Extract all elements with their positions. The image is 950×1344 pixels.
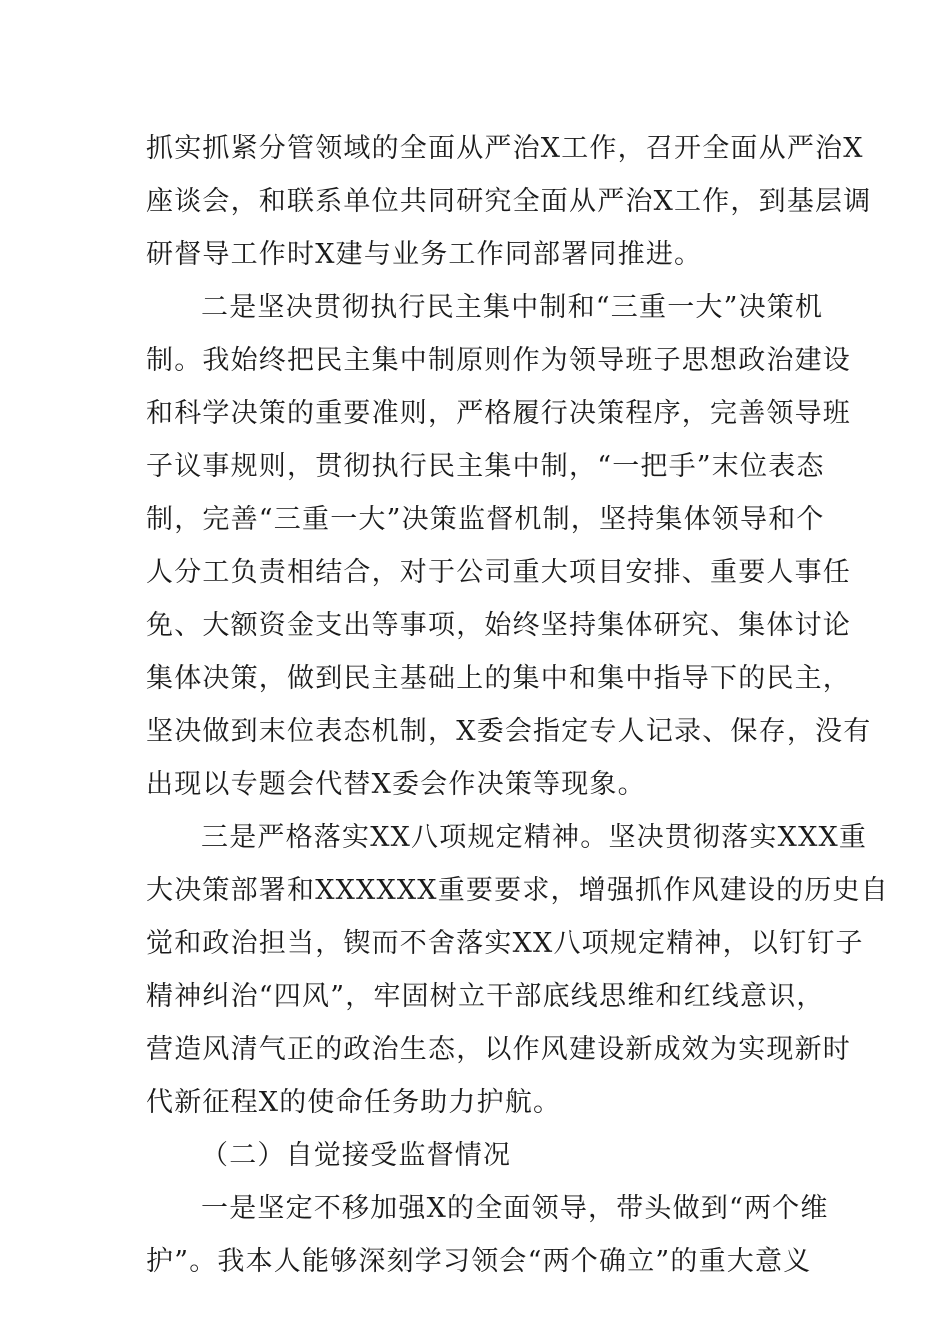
paragraph-line: 抓实抓紧分管领域的全面从严治X工作，召开全面从严治X [146,133,864,164]
paragraph-line: 研督导工作时X建与业务工作同部署同推进。 [146,239,703,270]
paragraph-line: 集体决策，做到民主基础上的集中和集中指导下的民主， [146,663,851,694]
paragraph-line: 一是坚定不移加强X的全面领导，带头做到“两个维 [201,1193,829,1224]
paragraph-line: 营造风清气正的政治生态，以作风建设新成效为实现新时 [146,1034,851,1065]
paragraph-line: 出现以专题会代替X委会作决策等现象。 [146,769,646,800]
paragraph-line: 人分工负责相结合，对于公司重大项目安排、重要人事任 [146,557,851,588]
paragraph-line: 觉和政治担当，锲而不舍落实XX八项规定精神，以钉钉子 [146,928,864,959]
paragraph-line: 三是严格落实XX八项规定精神。坚决贯彻落实XXX重 [201,822,868,853]
paragraph-line: 免、大额资金支出等事项，始终坚持集体研究、集体讨论 [146,610,851,641]
paragraph-line: 护”。我本人能够深刻学习领会“两个确立”的重大意义 [146,1246,812,1277]
document-body [146,122,889,1288]
paragraph-line: 坚决做到末位表态机制，X委会指定专人记录、保存，没有 [146,716,872,747]
paragraph-line: 精神纠治“四风”，牢固树立干部底线思维和红线意识， [146,981,825,1012]
paragraph-line: 和科学决策的重要准则，严格履行决策程序，完善领导班 [146,398,851,429]
paragraph-line: 制，完善“三重一大”决策监督机制，坚持集体领导和个 [146,504,825,535]
paragraph-line: 二是坚决贯彻执行民主集中制和“三重一大”决策机 [201,292,824,323]
section-heading: （二）自觉接受监督情况 [201,1140,512,1171]
paragraph-line: 座谈会，和联系单位共同研究全面从严治X工作，到基层调 [146,186,872,217]
paragraph-line: 代新征程X的使命任务助力护航。 [146,1087,562,1118]
paragraph-line: 大决策部署和XXXXXX重要要求，增强抓作风建设的历史自 [146,875,889,906]
paragraph-line: 制。我始终把民主集中制原则作为领导班子思想政治建设 [146,345,851,376]
paragraph-line: 子议事规则，贯彻执行民主集中制，“一把手”末位表态 [146,451,825,482]
